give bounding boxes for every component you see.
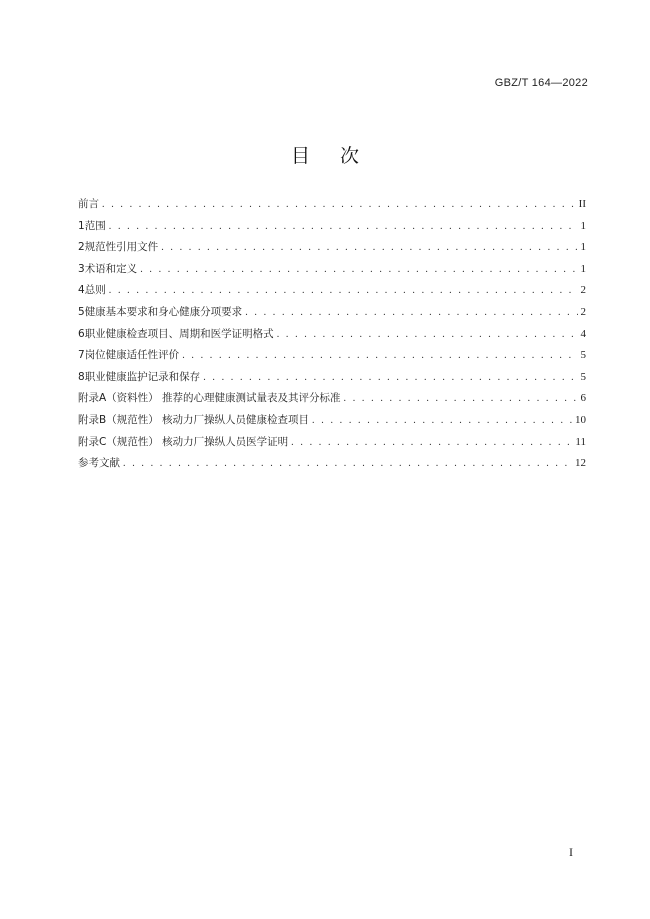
toc-entry-label: 总则 [84, 284, 106, 297]
toc-entry-4[interactable] [78, 281, 586, 303]
toc-entry-label: 术语和定义 [84, 262, 138, 275]
standard-code: GBZ/T 164—2022 [494, 77, 588, 89]
dot-leader [203, 369, 577, 387]
toc-entry-page: 1 [580, 262, 586, 275]
toc-entry-page: 12 [575, 457, 586, 470]
toc-entry-label: 范围 [84, 219, 106, 232]
toc-entry-8[interactable] [78, 368, 586, 390]
toc-entry-label: 健康基本要求和身心健康分项要求 [84, 305, 243, 318]
toc-entry-appendix-c[interactable] [78, 433, 586, 455]
toc-entry-foreword[interactable] [78, 195, 586, 217]
toc-entry-page: 2 [580, 305, 586, 318]
toc-entry-label: 职业健康检查项目、周期和医学证明格式 [84, 327, 274, 340]
dot-leader [102, 196, 576, 214]
toc-entry-number: 8 [78, 370, 85, 383]
toc-entry-page: 6 [580, 392, 586, 405]
table-of-contents [78, 195, 586, 476]
toc-entry-3[interactable] [78, 260, 586, 282]
toc-entry-label: 附录A（资料性） 推荐的心理健康测试量表及其评分标准 [78, 392, 341, 405]
toc-entry-5[interactable] [78, 303, 586, 325]
dot-leader [182, 347, 577, 365]
toc-entry-7[interactable] [78, 346, 586, 368]
toc-entry-number: 7 [78, 349, 85, 362]
toc-entry-label: 前言 [78, 198, 99, 210]
toc-entry-number: 5 [78, 305, 85, 318]
toc-entry-number: 3 [78, 262, 85, 275]
toc-entry-number: 4 [78, 284, 85, 297]
toc-entry-6[interactable] [78, 325, 586, 347]
toc-entry-page: 2 [580, 284, 586, 297]
toc-entry-number: 1 [78, 219, 85, 232]
toc-entry-1[interactable] [78, 217, 586, 239]
toc-entry-label: 规范性引用文件 [84, 241, 159, 254]
dot-leader [277, 326, 578, 344]
toc-entry-label: 附录B（规范性） 核动力厂操纵人员健康检查项目 [78, 413, 310, 426]
dot-leader [245, 304, 577, 322]
toc-entry-page: 1 [580, 241, 586, 254]
dot-leader [109, 282, 578, 300]
toc-entry-number: 6 [78, 327, 85, 340]
toc-entry-appendix-a[interactable] [78, 389, 586, 411]
toc-entry-references[interactable] [78, 454, 586, 476]
dot-leader [344, 390, 578, 408]
dot-leader [140, 261, 577, 279]
dot-leader [161, 239, 577, 257]
toc-entry-label: 参考文献 [78, 457, 120, 470]
toc-entry-2[interactable] [78, 238, 586, 260]
toc-entry-page: 5 [580, 370, 586, 383]
toc-entry-page: II [578, 198, 586, 210]
toc-entry-appendix-b[interactable] [78, 411, 586, 433]
toc-entry-page: 10 [575, 413, 586, 426]
dot-leader [312, 412, 572, 430]
dot-leader [109, 218, 578, 236]
toc-entry-page: 5 [580, 349, 586, 362]
toc-entry-label: 岗位健康适任性评价 [84, 349, 180, 362]
dot-leader [123, 455, 572, 473]
toc-entry-page: 11 [575, 435, 586, 448]
toc-title: 目次 [290, 145, 389, 167]
toc-entry-page: 1 [580, 219, 586, 232]
dot-leader [291, 434, 572, 452]
page-number: I [569, 845, 573, 859]
toc-entry-label: 职业健康监护记录和保存 [84, 370, 201, 383]
toc-entry-page: 4 [580, 327, 586, 340]
toc-entry-number: 2 [78, 241, 85, 254]
toc-entry-label: 附录C（规范性） 核动力厂操纵人员医学证明 [78, 435, 289, 448]
